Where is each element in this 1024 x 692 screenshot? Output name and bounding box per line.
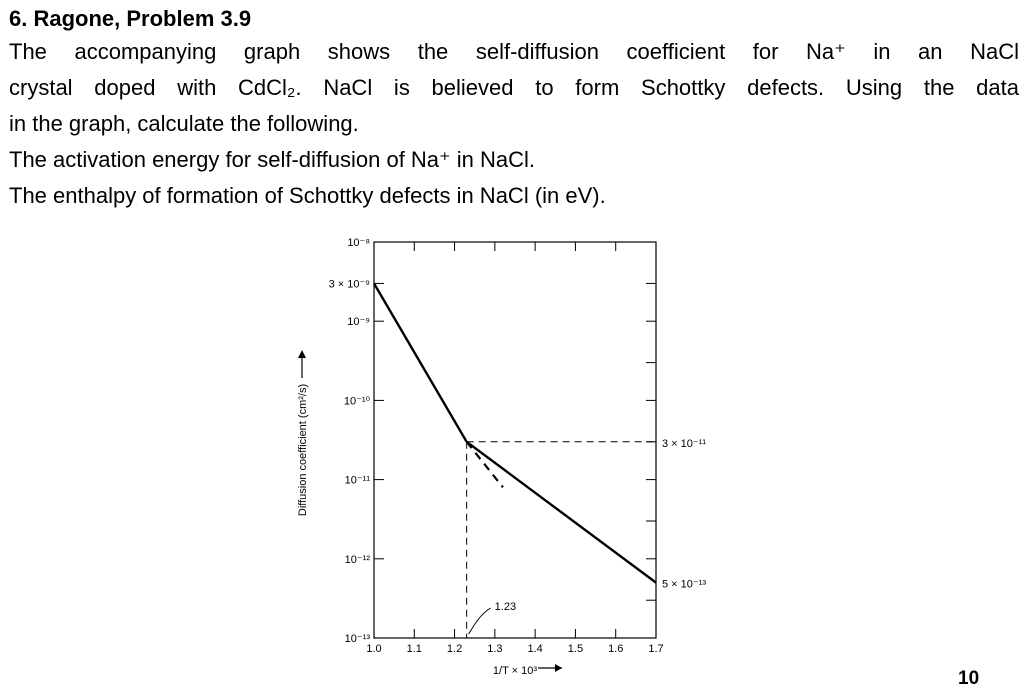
y-tick-label: 10⁻¹² [344, 553, 370, 566]
intro-line-2: crystal doped with CdCl₂. NaCl is believed to form Schottky defects. Using the data [9, 75, 1019, 100]
x-tick-label: 1.1 [406, 643, 422, 655]
x-tick-label: 1.3 [487, 643, 503, 655]
x-tick-label: 1.4 [527, 643, 543, 655]
y-tick-label: 10⁻⁸ [347, 237, 370, 249]
x-tick-label: 1.5 [567, 643, 584, 655]
intro-line-3: in the graph, calculate the following. [9, 111, 359, 136]
x-tick-label: 1.7 [648, 643, 664, 655]
y-tick-label: 10⁻¹³ [344, 633, 370, 645]
annotation-label: 5 × 10⁻¹³ [662, 578, 707, 591]
y-tick-label: 10⁻¹¹ [344, 474, 370, 487]
x-tick-label: 1.2 [446, 643, 463, 655]
annotation-pointer [469, 608, 491, 634]
plot-frame [374, 242, 656, 638]
x-axis-arrow-head [555, 664, 562, 672]
question-2: The enthalpy of formation of Schottky defects in NaCl (in eV). [9, 183, 606, 208]
y-tick-label: 10⁻⁹ [347, 316, 370, 329]
x-axis-label: 1/T × 10³ [492, 665, 538, 677]
annotation-label: 3 × 10⁻⁹ [328, 278, 370, 291]
x-tick-label: 1.0 [366, 643, 382, 655]
y-tick-label: 10⁻¹⁰ [343, 395, 370, 408]
page-number: 10 [958, 668, 980, 689]
y-axis-arrow-head [298, 350, 306, 358]
intro-line-1: The accompanying graph shows the self-diffusion coefficient for Na⁺ in an NaCl [9, 39, 1019, 64]
problem-title: 6. Ragone, Problem 3.9 [9, 6, 252, 31]
x-tick-label: 1.6 [608, 643, 624, 655]
annotation-label: 3 × 10⁻¹¹ [662, 437, 707, 450]
question-1: The activation energy for self-diffusion of Na⁺ in NaCl. [9, 147, 536, 172]
annotation-label: 1.23 [494, 601, 517, 613]
diffusion-line [374, 283, 656, 582]
y-axis-label: Diffusion coefficient (cm²/s) [297, 383, 309, 517]
